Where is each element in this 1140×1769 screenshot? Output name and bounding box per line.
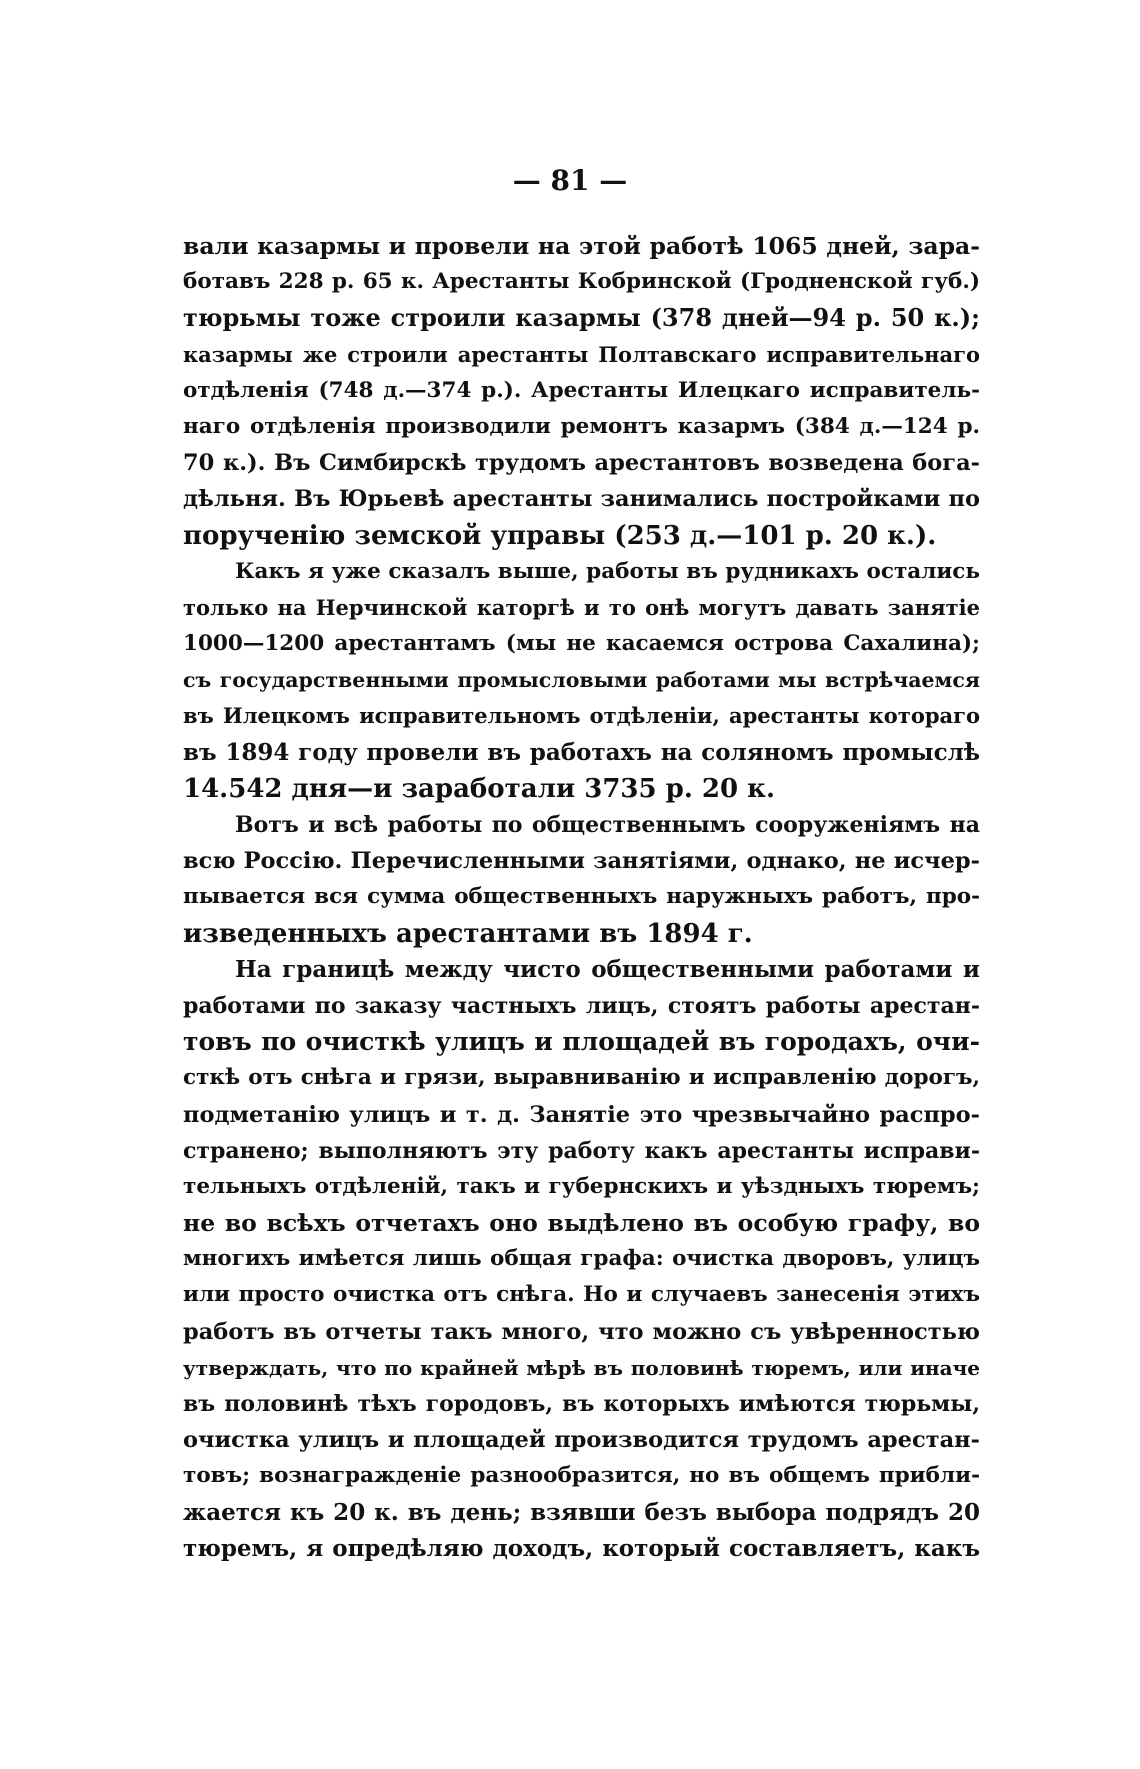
text-line: въ половинѣ тѣхъ городовъ, въ которыхъ имѣются тюрьмы,: [183, 1391, 980, 1417]
text-line: работъ въ отчеты такъ много, что можно съ увѣренностью: [183, 1318, 980, 1345]
text-line: жается къ 20 к. въ день; взявши безъ выбора подрядъ 20: [183, 1498, 980, 1526]
paragraph-2: [183, 554, 980, 807]
text-line: Какъ я уже сказалъ выше, работы въ рудникахъ остались: [235, 558, 980, 584]
text-line: работами по заказу частныхъ лицъ, стоятъ работы арестан-: [183, 992, 980, 1019]
text-line: казармы же строили арестанты Полтавскаго исправительнаго: [183, 341, 980, 367]
text-line: товъ; вознагражденіе разнообразится, но въ общемъ прибли-: [183, 1463, 980, 1489]
page-number: — 81 —: [512, 164, 628, 197]
text-line: всю Россію. Перечисленными занятіями, однако, не исчер-: [183, 848, 980, 875]
text-line: наго отдѣленія производили ремонтъ казармъ (384 д.—124 р.: [183, 413, 980, 439]
text-line: многихъ имѣется лишь общая графа: очистка дворовъ, улицъ: [183, 1246, 980, 1272]
text-line: съ государственными промысловыми работами мы встрѣчаемся: [183, 668, 980, 693]
text-line: 70 к.). Въ Симбирскѣ трудомъ арестантовъ возведена бога-: [183, 450, 980, 477]
text-line: только на Нерчинской каторгѣ и то онѣ могутъ давать занятіе: [183, 594, 980, 620]
text-line: тюремъ, я опредѣляю доходъ, который составляетъ, какъ: [183, 1534, 980, 1562]
text-line: товъ по очисткѣ улицъ и площадей въ городахъ, очи-: [183, 1027, 980, 1057]
text-line: дѣльня. Въ Юрьевѣ арестанты занимались постройками по: [183, 486, 980, 513]
text-line: утверждать, что по крайней мѣрѣ въ половинѣ тюремъ, или иначе: [183, 1355, 980, 1380]
text-line: въ 1894 году провели въ работахъ на соляномъ промыслѣ: [183, 738, 980, 766]
paragraph-3: [183, 807, 980, 952]
text-line: Вотъ и всѣ работы по общественнымъ сооруженіямъ на: [235, 812, 980, 838]
text-line: подметанію улицъ и т. д. Занятіе это чрезвычайно распро-: [183, 1101, 980, 1128]
text-line: На границѣ между чисто общественными работами и: [235, 955, 980, 983]
paragraph-1: [183, 228, 980, 554]
text-line: тюрьмы тоже строили казармы (378 дней—94 р. 50 к.);: [183, 303, 980, 333]
paragraph-4: [183, 952, 980, 1567]
text-line: сткѣ отъ снѣга и грязи, выравниванію и исправленію дорогъ,: [183, 1065, 980, 1091]
text-line: 14.542 дня—и заработали 3735 р. 20 к.: [183, 773, 775, 804]
text-line: 1000—1200 арестантамъ (мы не касаемся острова Сахалина);: [183, 631, 980, 657]
text-line: изведенныхъ арестантами въ 1894 г.: [183, 918, 753, 949]
text-line: очистка улицъ и площадей производится трудомъ арестан-: [183, 1427, 980, 1454]
text-line: отдѣленія (748 д.—374 р.). Арестанты Илецкаго исправитель-: [183, 377, 980, 403]
body-text: [183, 228, 980, 1567]
text-line: вали казармы и провели на этой работѣ 1065 дней, зара-: [183, 232, 980, 260]
text-line: странено; выполняютъ эту работу какъ арестанты исправи-: [183, 1137, 980, 1164]
text-line: или просто очистка отъ снѣга. Но и случаевъ занесенія этихъ: [183, 1282, 980, 1308]
text-line: ботавъ 228 р. 65 к. Арестанты Кобринской (Гродненской губ.): [183, 269, 980, 295]
text-line: пывается вся сумма общественныхъ наружныхъ работъ, про-: [183, 884, 980, 910]
text-line: тельныхъ отдѣленій, такъ и губернскихъ и уѣздныхъ тюремъ;: [183, 1173, 980, 1199]
text-line: порученію земской управы (253 д.—101 р. 20 к.).: [183, 520, 937, 551]
text-line: въ Илецкомъ исправительномъ отдѣленіи, арестанты котораго: [183, 703, 980, 729]
text-line: не во всѣхъ отчетахъ оно выдѣлено въ особую графу, во: [183, 1209, 980, 1238]
